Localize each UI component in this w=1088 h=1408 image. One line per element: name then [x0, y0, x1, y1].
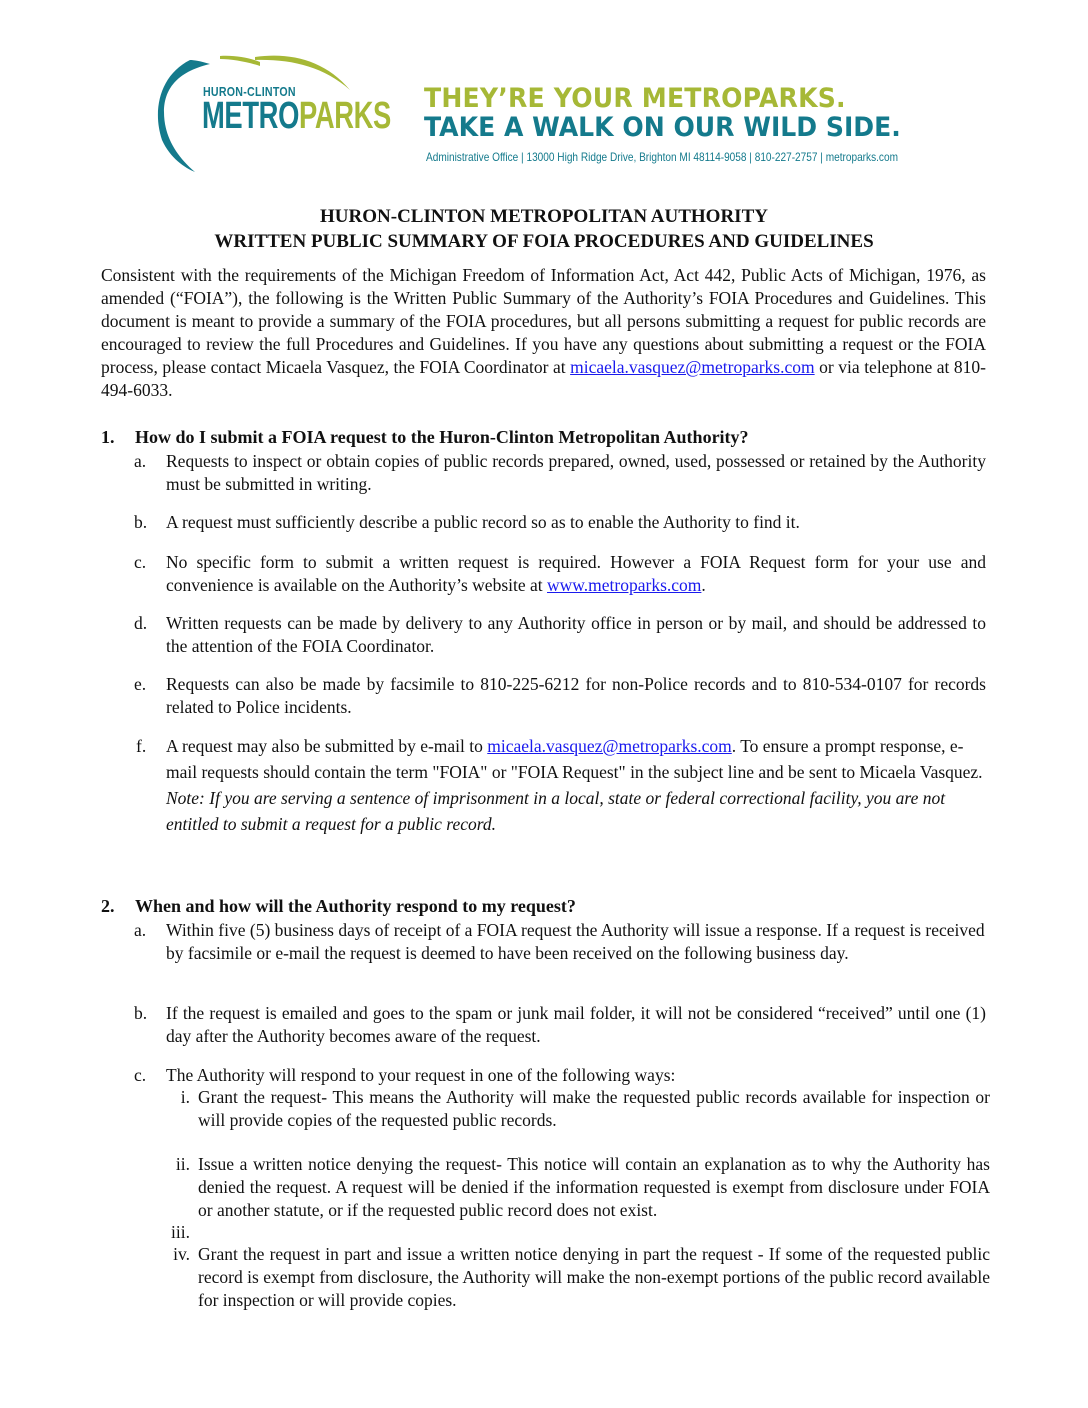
list-item	[134, 919, 986, 965]
list-item	[134, 1064, 986, 1087]
item-label: f.	[136, 736, 147, 756]
subitem-label: ii.	[175, 1154, 190, 1174]
email-link[interactable]: micaela.vasquez@metroparks.com	[487, 736, 732, 756]
subitem-text: Issue a written notice denying the request- This notice will contain an explanation as to why the Authority has denied the request. A request will be denied if the information requested is exempt from disclosure under FOIA or another statute, or if the requested public record does not exist.	[198, 1154, 990, 1220]
incarceration-note: Note: If you are serving a sentence of imprisonment in a local, state or federal correctional facility, you are not entitled to submit a request for a public record.	[166, 788, 946, 834]
intro-text-end: or via telephone at 810-494-6033.	[101, 357, 986, 400]
logo-metro-text: METRO	[202, 95, 299, 137]
item-label: b.	[134, 1003, 148, 1023]
item-text: If the request is emailed and goes to the spam or junk mail folder, it will not be considered “received” until one (1) day after the Authority becomes aware of the request.	[166, 1003, 986, 1046]
item-text-part: .	[701, 575, 706, 595]
item-text: The Authority will respond to your request in one of the following ways:	[166, 1065, 676, 1085]
sub-list-item	[160, 1086, 990, 1132]
section-heading-text: How do I submit a FOIA request to the Huron-Clinton Metropolitan Authority?	[135, 427, 749, 447]
item-text: Within five (5) business days of receipt of a FOIA request the Authority will issue a response. If a request is received by facsimile or e-mail the request is deemed to have been received on the following business day.	[166, 920, 985, 963]
item-label: e.	[134, 674, 147, 694]
subitem-label: iii.	[171, 1222, 190, 1242]
item-label: a.	[134, 920, 147, 940]
subitem-label: i.	[180, 1087, 190, 1107]
subitem-text: Grant the request- This means the Authority will make the requested public records available for inspection or will provide copies of the requested public records.	[198, 1087, 990, 1130]
section-heading-text: When and how will the Authority respond to my request?	[135, 896, 576, 916]
item-text: Requests to inspect or obtain copies of public records prepared, owned, used, possessed or retained by the Authority must be submitted in writing.	[166, 451, 986, 494]
item-text: Written requests can be made by delivery to any Authority office in person or by mail, and should be addressed to the attention of the FOIA Coordinator.	[166, 613, 986, 656]
item-text: Requests can also be made by facsimile to 810-225-6212 for non-Police records and to 810-534-0107 for records related to Police incidents.	[166, 674, 986, 717]
list-item	[134, 612, 986, 658]
section-1-heading	[101, 427, 749, 448]
admin-address: Administrative Office | 13000 High Ridge Drive, Brighton MI 48114-9058 | 810-227-2757 | metroparks.com	[426, 150, 898, 164]
section-number: 2.	[101, 896, 115, 916]
item-text-part: A request may also be submitted by e-mail to	[166, 736, 488, 756]
list-item	[134, 511, 986, 534]
item-label: b.	[134, 512, 148, 532]
document-title-line2: WRITTEN PUBLIC SUMMARY OF FOIA PROCEDURES AND GUIDELINES	[214, 231, 874, 252]
website-link[interactable]: www.metroparks.com	[547, 575, 702, 595]
item-label: c.	[134, 1065, 147, 1085]
tagline-line2: TAKE A WALK ON OUR WILD SIDE.	[424, 112, 901, 143]
sub-list-item	[160, 1153, 990, 1222]
list-item	[134, 450, 986, 496]
list-item	[134, 551, 986, 597]
section-2-heading	[101, 896, 576, 917]
item-text-part: . To ensure a prompt response, e-mail requests should contain the term "FOIA" or "FOIA Request" in the subject line and be sent to Micaela Vasquez.	[166, 736, 983, 782]
intro-text: Consistent with the requirements of the Michigan Freedom of Information Act, Act 442, Public Acts of Michigan, 1976, as amended (“FOIA”), the following is the Written Public Summary of the Authority’s FOIA Procedures and Guidelines. This document is meant to provide a summary of the FOIA procedures, but all persons submitting a request for public records are encouraged to review the full Procedures and Guidelines. If you have any questions about submitting a request or the FOIA process, please contact Micaela Vasquez, the FOIA Coordinator at	[101, 265, 986, 377]
item-text: A request must sufficiently describe a public record so as to enable the Authority to find it.	[166, 512, 800, 532]
subitem-label: iv.	[173, 1244, 190, 1264]
list-item	[134, 673, 986, 719]
item-text-part: No specific form to submit a written request is required. However a FOIA Request form for your use and convenience is available on the Authority’s website at	[166, 552, 986, 595]
item-text	[166, 551, 986, 597]
item-label: c.	[134, 552, 147, 572]
item-label: d.	[134, 613, 148, 633]
section-number: 1.	[101, 427, 115, 447]
list-item	[134, 1002, 986, 1048]
document-title-line1: HURON-CLINTON METROPOLITAN AUTHORITY	[320, 206, 768, 227]
subitem-text: Grant the request in part and issue a written notice denying in part the request - If some of the requested public record is exempt from disclosure, the Authority will make the non-exempt portions of the public record available for inspection or will provide copies.	[198, 1244, 990, 1310]
sub-list-item	[160, 1243, 990, 1312]
logo-wordmark	[202, 96, 391, 136]
item-label: a.	[134, 451, 147, 471]
intro-paragraph	[101, 264, 986, 402]
item-text	[166, 733, 986, 837]
logo-small-text: HURON-CLINTON	[203, 85, 296, 99]
list-item	[134, 733, 986, 837]
coordinator-email-link[interactable]: micaela.vasquez@metroparks.com	[570, 357, 815, 377]
tagline-line1: THEY’RE YOUR METROPARKS.	[424, 83, 846, 114]
logo-parks-text: PARKS	[298, 95, 391, 137]
